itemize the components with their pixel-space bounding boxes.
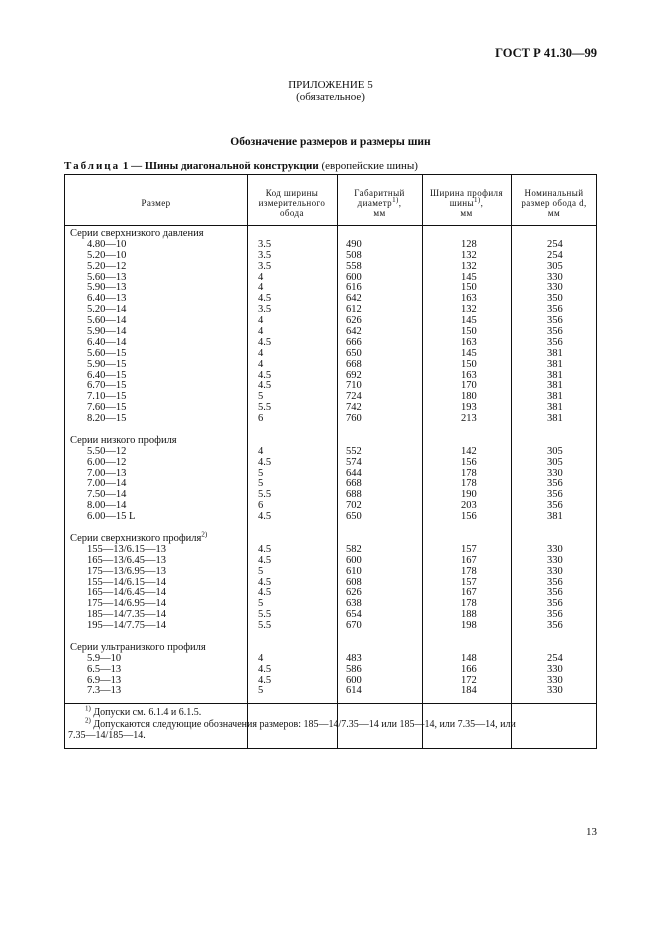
table-row	[65, 338, 596, 349]
rim-code-cell: 4.5	[258, 543, 272, 555]
size-cell: 195—14/7.75—14	[87, 620, 167, 632]
size-cell: 6.70—15	[87, 380, 127, 392]
width-cell: 163	[461, 369, 477, 381]
size-cell: 7.00—13	[87, 467, 127, 479]
rim-code-cell: 3.5	[258, 238, 272, 250]
diameter-cell: 600	[346, 271, 362, 283]
rim-code-cell: 5	[258, 467, 264, 479]
rim-diameter-cell: 356	[547, 587, 563, 599]
width-cell: 148	[461, 652, 477, 664]
rim-diameter-cell: 356	[547, 500, 563, 512]
header-text: шины	[449, 198, 474, 208]
appendix-title: ПРИЛОЖЕНИЕ 5	[288, 79, 373, 91]
size-cell: 7.00—14	[87, 478, 127, 490]
table-row	[65, 469, 596, 480]
rim-diameter-cell: 330	[547, 663, 563, 675]
size-cell: 8.20—15	[87, 413, 127, 425]
rim-diameter-cell: 330	[547, 674, 563, 686]
width-cell: 172	[461, 674, 477, 686]
width-cell: 178	[461, 478, 477, 490]
diameter-cell: 642	[346, 293, 362, 305]
size-cell: 5.90—15	[87, 358, 127, 370]
size-cell: 155—13/6.15—13	[87, 543, 167, 555]
header-line	[430, 198, 503, 208]
diameter-cell: 688	[346, 489, 362, 501]
rim-code-cell: 4	[258, 445, 264, 457]
size-cell: 6.40—13	[87, 293, 127, 305]
table-row	[65, 447, 596, 458]
header-text: ,	[480, 198, 484, 208]
diameter-cell: 614	[346, 685, 362, 697]
rim-code-cell: 5	[258, 478, 264, 490]
table-row	[65, 501, 596, 512]
size-cell: 7.60—15	[87, 402, 127, 414]
rim-diameter-cell: 356	[547, 609, 563, 621]
series-heading-row	[65, 229, 596, 240]
size-cell: 175—13/6.95—13	[87, 565, 167, 577]
tire-size-table	[64, 174, 597, 749]
table-row	[65, 458, 596, 469]
rim-code-cell: 4	[258, 347, 264, 359]
size-cell: 7.3—13	[87, 685, 122, 697]
rim-diameter-cell: 381	[547, 369, 563, 381]
rim-diameter-cell: 330	[547, 282, 563, 294]
series-title: Серии сверхнизкого давления	[70, 228, 204, 239]
width-cell: 145	[461, 315, 477, 327]
diameter-cell: 638	[346, 598, 362, 610]
column-header-rim-diameter	[511, 179, 597, 227]
size-cell: 5.60—14	[87, 315, 127, 327]
table-footnotes	[65, 704, 596, 742]
document-code: ГОСТ Р 41.30—99	[495, 46, 597, 60]
width-cell: 198	[461, 620, 477, 632]
rim-diameter-cell: 356	[547, 620, 563, 632]
diameter-cell: 670	[346, 620, 362, 632]
rim-diameter-cell: 305	[547, 445, 563, 457]
table-row	[65, 414, 596, 425]
size-cell: 6.00—12	[87, 456, 127, 468]
table-row	[65, 371, 596, 382]
header-text: диаметр	[357, 198, 393, 208]
diameter-cell: 742	[346, 402, 362, 414]
table-row	[65, 327, 596, 338]
table-row	[65, 381, 596, 392]
rim-code-cell: 3.5	[258, 304, 272, 316]
table-row	[65, 676, 596, 687]
footnote-mark: 1)	[85, 704, 91, 713]
table-row	[65, 665, 596, 676]
column-header-diameter	[337, 179, 422, 227]
rim-diameter-cell: 330	[547, 543, 563, 555]
width-cell: 145	[461, 271, 477, 283]
rim-diameter-cell: 305	[547, 260, 563, 272]
diameter-cell: 586	[346, 663, 362, 675]
rim-code-cell: 4	[258, 315, 264, 327]
rim-code-cell: 4.5	[258, 336, 272, 348]
rim-code-cell: 6	[258, 500, 264, 512]
rim-code-cell: 5.5	[258, 620, 272, 632]
diameter-cell: 490	[346, 238, 362, 250]
width-cell: 163	[461, 293, 477, 305]
size-cell: 5.90—13	[87, 282, 127, 294]
column-header-width	[422, 179, 511, 227]
table-row	[65, 490, 596, 501]
table-row	[65, 240, 596, 251]
diameter-cell: 574	[346, 456, 362, 468]
rim-diameter-cell: 356	[547, 336, 563, 348]
footnote-text: Допускаются следующие обозначения размеров: 185—14/7.35—14 или 185—14, или 7.35—14, или	[90, 718, 516, 730]
table-body	[65, 229, 596, 697]
diameter-cell: 508	[346, 249, 362, 261]
appendix-subtitle: (обязательное)	[296, 91, 365, 103]
rim-code-cell: 4.5	[258, 511, 272, 523]
rim-code-cell: 4.5	[258, 554, 272, 566]
width-cell: 145	[461, 347, 477, 359]
width-cell: 150	[461, 358, 477, 370]
rim-diameter-cell: 356	[547, 489, 563, 501]
diameter-cell: 626	[346, 315, 362, 327]
table-caption-label: Таблица	[64, 160, 121, 172]
footnote-ref: 1)	[473, 196, 481, 204]
diameter-cell: 710	[346, 380, 362, 392]
series-title: Серии ультранизкого профиля	[70, 641, 206, 653]
size-cell: 165—14/6.45—14	[87, 587, 167, 599]
header-line: обода	[280, 208, 304, 218]
diameter-cell: 760	[346, 413, 362, 425]
width-cell: 190	[461, 489, 477, 501]
header-line: мм	[547, 208, 561, 218]
size-cell: 8.00—14	[87, 500, 127, 512]
rim-code-cell: 5	[258, 565, 264, 577]
diameter-cell: 666	[346, 336, 362, 348]
width-cell: 142	[461, 445, 477, 457]
rim-diameter-cell: 381	[547, 358, 563, 370]
column-header-rim-code	[247, 179, 337, 227]
width-cell: 132	[461, 260, 477, 272]
width-cell: 213	[461, 413, 477, 425]
footnote-1	[65, 704, 596, 719]
table-caption-name: Шины диагональной конструкции	[144, 160, 319, 172]
footnote-2-continuation: 7.35—14/185—14.	[68, 730, 146, 741]
width-cell: 170	[461, 380, 477, 392]
header-line	[354, 198, 404, 208]
table-row	[65, 294, 596, 305]
width-cell: 188	[461, 609, 477, 621]
width-cell: 203	[461, 500, 477, 512]
table-row	[65, 316, 596, 327]
size-cell: 5.9—10	[87, 652, 122, 664]
rim-diameter-cell: 330	[547, 685, 563, 697]
width-cell: 193	[461, 402, 477, 414]
table-caption-dash: —	[128, 160, 145, 172]
footnote-divider	[65, 703, 596, 704]
diameter-cell: 552	[346, 445, 362, 457]
diameter-cell: 616	[346, 282, 362, 294]
series-heading-row	[65, 643, 596, 654]
table-row	[65, 283, 596, 294]
diameter-cell: 600	[346, 674, 362, 686]
appendix-heading	[0, 79, 661, 103]
table-row	[65, 360, 596, 371]
table-row	[65, 556, 596, 567]
rim-code-cell: 4	[258, 282, 264, 294]
diameter-cell: 702	[346, 500, 362, 512]
diameter-cell: 626	[346, 587, 362, 599]
rim-code-cell: 5	[258, 391, 264, 403]
width-cell: 128	[461, 238, 477, 250]
rim-diameter-cell: 330	[547, 271, 563, 283]
footnote-2	[65, 716, 596, 731]
rim-code-cell: 4.5	[258, 369, 272, 381]
table-row	[65, 654, 596, 665]
rim-diameter-cell: 381	[547, 380, 563, 392]
width-cell: 156	[461, 456, 477, 468]
diameter-cell: 483	[346, 652, 362, 664]
rim-diameter-cell: 381	[547, 347, 563, 359]
rim-code-cell: 5.5	[258, 609, 272, 621]
footnote-text: Допуски см. 6.1.4 и 6.1.5.	[90, 707, 202, 718]
size-cell: 5.20—10	[87, 249, 127, 261]
width-cell: 157	[461, 543, 477, 555]
table-row	[65, 273, 596, 284]
rim-code-cell: 4	[258, 271, 264, 283]
section-title: Обозначение размеров и размеры шин	[230, 136, 431, 148]
width-cell: 180	[461, 391, 477, 403]
rim-diameter-cell: 381	[547, 413, 563, 425]
table-row	[65, 251, 596, 262]
header-line: мм	[373, 208, 386, 218]
rim-diameter-cell: 381	[547, 402, 563, 414]
width-cell: 132	[461, 304, 477, 316]
footnote-mark: 2)	[85, 716, 91, 725]
width-cell: 156	[461, 511, 477, 523]
diameter-cell: 644	[346, 467, 362, 479]
header-line: Габаритный	[354, 188, 405, 198]
rim-diameter-cell: 254	[547, 249, 563, 261]
table-row	[65, 479, 596, 490]
width-cell: 150	[461, 326, 477, 338]
rim-diameter-cell: 356	[547, 576, 563, 588]
rim-code-cell: 3.5	[258, 249, 272, 261]
diameter-cell: 724	[346, 391, 362, 403]
diameter-cell: 650	[346, 347, 362, 359]
diameter-cell: 608	[346, 576, 362, 588]
rim-code-cell: 4.5	[258, 663, 272, 675]
rim-diameter-cell: 254	[547, 652, 563, 664]
rim-code-cell: 4.5	[258, 587, 272, 599]
diameter-cell: 612	[346, 304, 362, 316]
rim-diameter-cell: 330	[547, 467, 563, 479]
table-row	[65, 305, 596, 316]
rim-diameter-cell: 356	[547, 304, 563, 316]
series-heading-row	[65, 436, 596, 447]
rim-code-cell: 4	[258, 326, 264, 338]
width-cell: 132	[461, 249, 477, 261]
rim-diameter-cell: 356	[547, 315, 563, 327]
size-cell: 185—14/7.35—14	[87, 609, 167, 621]
rim-code-cell: 3.5	[258, 260, 272, 272]
header-line: Ширина профиля	[430, 188, 503, 198]
header-text: ,	[398, 198, 402, 208]
size-cell: 175—14/6.95—14	[87, 598, 167, 610]
rim-code-cell: 4.5	[258, 456, 272, 468]
footnote-ref: 1)	[392, 196, 399, 204]
rim-diameter-cell: 305	[547, 456, 563, 468]
width-cell: 178	[461, 598, 477, 610]
rim-code-cell: 5.5	[258, 489, 272, 501]
diameter-cell: 650	[346, 511, 362, 523]
rim-diameter-cell: 356	[547, 478, 563, 490]
size-cell: 165—13/6.45—13	[87, 554, 167, 566]
table-caption-number: 1	[122, 160, 129, 172]
rim-code-cell: 4	[258, 358, 264, 370]
diameter-cell: 558	[346, 260, 362, 272]
size-cell: 6.40—14	[87, 336, 127, 348]
header-line: размер обода d,	[521, 198, 587, 208]
column-header-size	[65, 179, 247, 227]
header-line: мм	[460, 208, 473, 218]
size-cell: 6.00—15 L	[87, 511, 136, 523]
width-cell: 157	[461, 576, 477, 588]
size-cell: 5.20—12	[87, 260, 127, 272]
page-number: 13	[586, 826, 597, 838]
width-cell: 184	[461, 685, 477, 697]
column-header-size-text: Размер	[141, 198, 171, 208]
diameter-cell: 654	[346, 609, 362, 621]
header-line: Код ширины	[265, 188, 319, 198]
size-cell: 7.50—14	[87, 489, 127, 501]
table-row	[65, 392, 596, 403]
rim-diameter-cell: 330	[547, 554, 563, 566]
rim-diameter-cell: 254	[547, 238, 563, 250]
table-row	[65, 349, 596, 360]
series-title: Серии низкого профиля	[70, 434, 177, 446]
rim-diameter-cell: 356	[547, 326, 563, 338]
size-cell: 155—14/6.15—14	[87, 576, 167, 588]
size-cell: 6.40—15	[87, 369, 127, 381]
diameter-cell: 692	[346, 369, 362, 381]
size-cell: 5.60—13	[87, 271, 127, 283]
rim-code-cell: 4.5	[258, 576, 272, 588]
table-caption	[64, 160, 418, 172]
rim-diameter-cell: 350	[547, 293, 563, 305]
rim-diameter-cell: 381	[547, 511, 563, 523]
rim-diameter-cell: 356	[547, 598, 563, 610]
diameter-cell: 582	[346, 543, 362, 555]
series-title: Серии сверхнизкого профиля	[70, 532, 202, 544]
header-line: измерительного	[258, 198, 326, 208]
rim-code-cell: 5.5	[258, 402, 272, 414]
size-cell: 4.80—10	[87, 238, 127, 250]
table-row	[65, 262, 596, 273]
rim-code-cell: 4.5	[258, 380, 272, 392]
footnote-ref: 2)	[201, 530, 208, 539]
size-cell: 5.90—14	[87, 326, 127, 338]
width-cell: 163	[461, 336, 477, 348]
width-cell: 178	[461, 467, 477, 479]
diameter-cell: 610	[346, 565, 362, 577]
rim-diameter-cell: 381	[547, 391, 563, 403]
rim-code-cell: 4	[258, 652, 264, 664]
rim-diameter-cell: 330	[547, 565, 563, 577]
diameter-cell: 642	[346, 326, 362, 338]
width-cell: 167	[461, 587, 477, 599]
rim-code-cell: 4.5	[258, 293, 272, 305]
table-caption-note: (европейские шины)	[318, 160, 418, 172]
rim-code-cell: 5	[258, 685, 264, 697]
diameter-cell: 668	[346, 358, 362, 370]
size-cell: 6.9—13	[87, 674, 122, 686]
table-row	[65, 512, 596, 523]
rim-code-cell: 5	[258, 598, 264, 610]
size-cell: 5.60—15	[87, 347, 127, 359]
rim-code-cell: 4.5	[258, 674, 272, 686]
rim-code-cell: 6	[258, 413, 264, 425]
table-row	[65, 567, 596, 578]
table-row	[65, 686, 596, 697]
size-cell: 7.10—15	[87, 391, 127, 403]
width-cell: 167	[461, 554, 477, 566]
width-cell: 150	[461, 282, 477, 294]
size-cell: 6.5—13	[87, 663, 122, 675]
diameter-cell: 668	[346, 478, 362, 490]
width-cell: 178	[461, 565, 477, 577]
size-cell: 5.50—12	[87, 445, 127, 457]
width-cell: 166	[461, 663, 477, 675]
table-row	[65, 403, 596, 414]
table-row	[65, 621, 596, 632]
diameter-cell: 600	[346, 554, 362, 566]
size-cell: 5.20—14	[87, 304, 127, 316]
header-line: Номинальный	[524, 188, 584, 198]
